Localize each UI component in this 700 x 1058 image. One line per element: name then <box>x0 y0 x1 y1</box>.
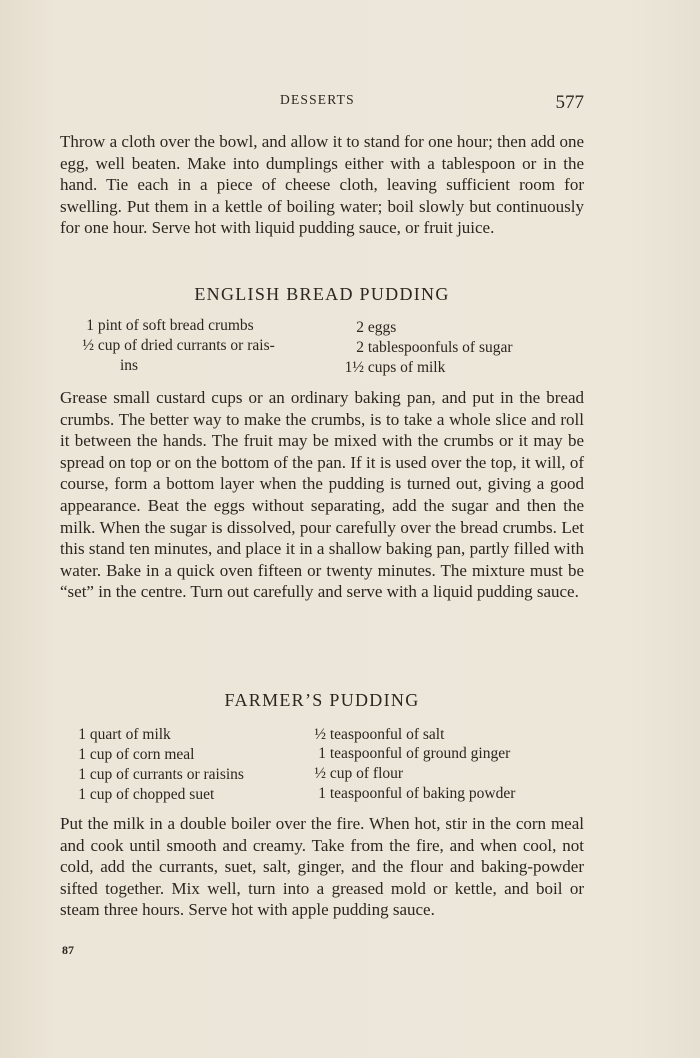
ingredient-qty: 1 <box>318 785 326 802</box>
ingredient-qty: ½ <box>82 337 94 354</box>
english-bread-pudding-method: Grease small custard cups or an ordinary baking pan, and put in the bread crumbs. The better way to make the crumbs, is to take a whole slice and roll it between the hands. The fruit may be mixed with the crumbs or it may be spread on top or on the bottom of the pan. If it is used over the top, it will, of course, form a bottom layer when the pudding is turned out, giving a good appearance. Beat the eggs without separating, add the sugar and then the milk. When the sugar is dissolved, pour carefully over the bread crumbs. Let this stand ten minutes, and place it in a shallow baking pan, partly filled with water. Bake in a quick oven fifteen or twenty minutes. The mixture must be “set” in the centre. Turn out carefully and serve with a liquid pudding sauce. <box>60 388 584 602</box>
farmers-pudding-title: FARMER’S PUDDING <box>224 690 420 710</box>
ingredient-qty: ½ <box>314 765 326 782</box>
ingredient-line <box>306 725 444 745</box>
ingredient-text: cup of currants or raisins <box>89 766 244 783</box>
ingredient-text: cup of corn meal <box>89 746 195 763</box>
ingredient-text: teaspoonful of salt <box>329 726 445 743</box>
ingredient-qty: 2 <box>356 319 364 336</box>
ingredient-qty: 1 <box>78 786 86 803</box>
ingredient-line <box>306 744 510 764</box>
signature-mark: 87 <box>62 943 74 957</box>
ingredient-line <box>72 745 194 765</box>
farmers-pudding-method: Put the milk in a double boiler over the fire. When hot, stir in the corn meal and cook until smooth and creamy. Take from the fire, and when cool, not cold, add the currants, suet, salt, ginger, and the flour and baking-powder sifted together. Mix well, turn into a greased mold or kettle, and boil or steam three hours. Serve hot with apple pudding sauce. <box>60 814 584 920</box>
intro-paragraph: Throw a cloth over the bowl, and allow it to stand for one hour; then add one egg, well beaten. Make into dumplings either with a tablespoon or in the hand. Tie each in a piece of cheese cloth, leaving sufficient room for swelling. Put them in a kettle of boiling water; boil slowly but continuously for one hour. Serve hot with liquid pudding sauce, or fruit juice. <box>60 132 584 238</box>
ingredient-line <box>80 316 254 336</box>
ingredient-line <box>340 338 513 358</box>
ingredient-line <box>306 764 403 784</box>
ingredient-text: cup of flour <box>329 765 404 782</box>
ingredient-line <box>72 765 244 785</box>
ingredient-text: teaspoonful of baking powder <box>329 785 516 802</box>
ingredient-qty: 1 <box>78 766 86 783</box>
ingredient-line <box>340 318 396 338</box>
ingredient-text: eggs <box>367 319 397 336</box>
ingredient-text: cups of milk <box>367 359 446 376</box>
ingredient-qty: 1 <box>318 745 326 762</box>
ingredient-text: pint of soft bread crumbs <box>97 317 254 334</box>
ingredient-text: tablespoonfuls of sugar <box>367 339 513 356</box>
running-title: DESSERTS <box>280 92 355 107</box>
ingredient-line <box>340 358 445 378</box>
ingredient-text: teaspoonful of ground ginger <box>329 745 511 762</box>
ingredient-line <box>72 725 171 745</box>
ingredient-text: cup of dried currants or rais- <box>97 337 275 354</box>
ingredient-qty: ½ <box>314 726 326 743</box>
ingredient-qty: 2 <box>356 339 364 356</box>
ingredient-line <box>80 336 275 356</box>
page-number: 577 <box>555 92 584 113</box>
ingredient-line <box>120 356 138 376</box>
ingredient-text: quart of milk <box>89 726 171 743</box>
ingredient-text: ins <box>120 357 139 374</box>
ingredient-qty: 1 <box>86 317 94 334</box>
ingredient-line <box>306 784 515 804</box>
ingredient-qty: 1½ <box>344 359 364 376</box>
ingredient-qty: 1 <box>78 746 86 763</box>
ingredient-qty: 1 <box>78 726 86 743</box>
ingredient-line <box>72 785 214 805</box>
running-head <box>60 92 584 116</box>
english-bread-pudding-title: ENGLISH BREAD PUDDING <box>194 284 450 304</box>
ingredient-text: cup of chopped suet <box>89 786 215 803</box>
